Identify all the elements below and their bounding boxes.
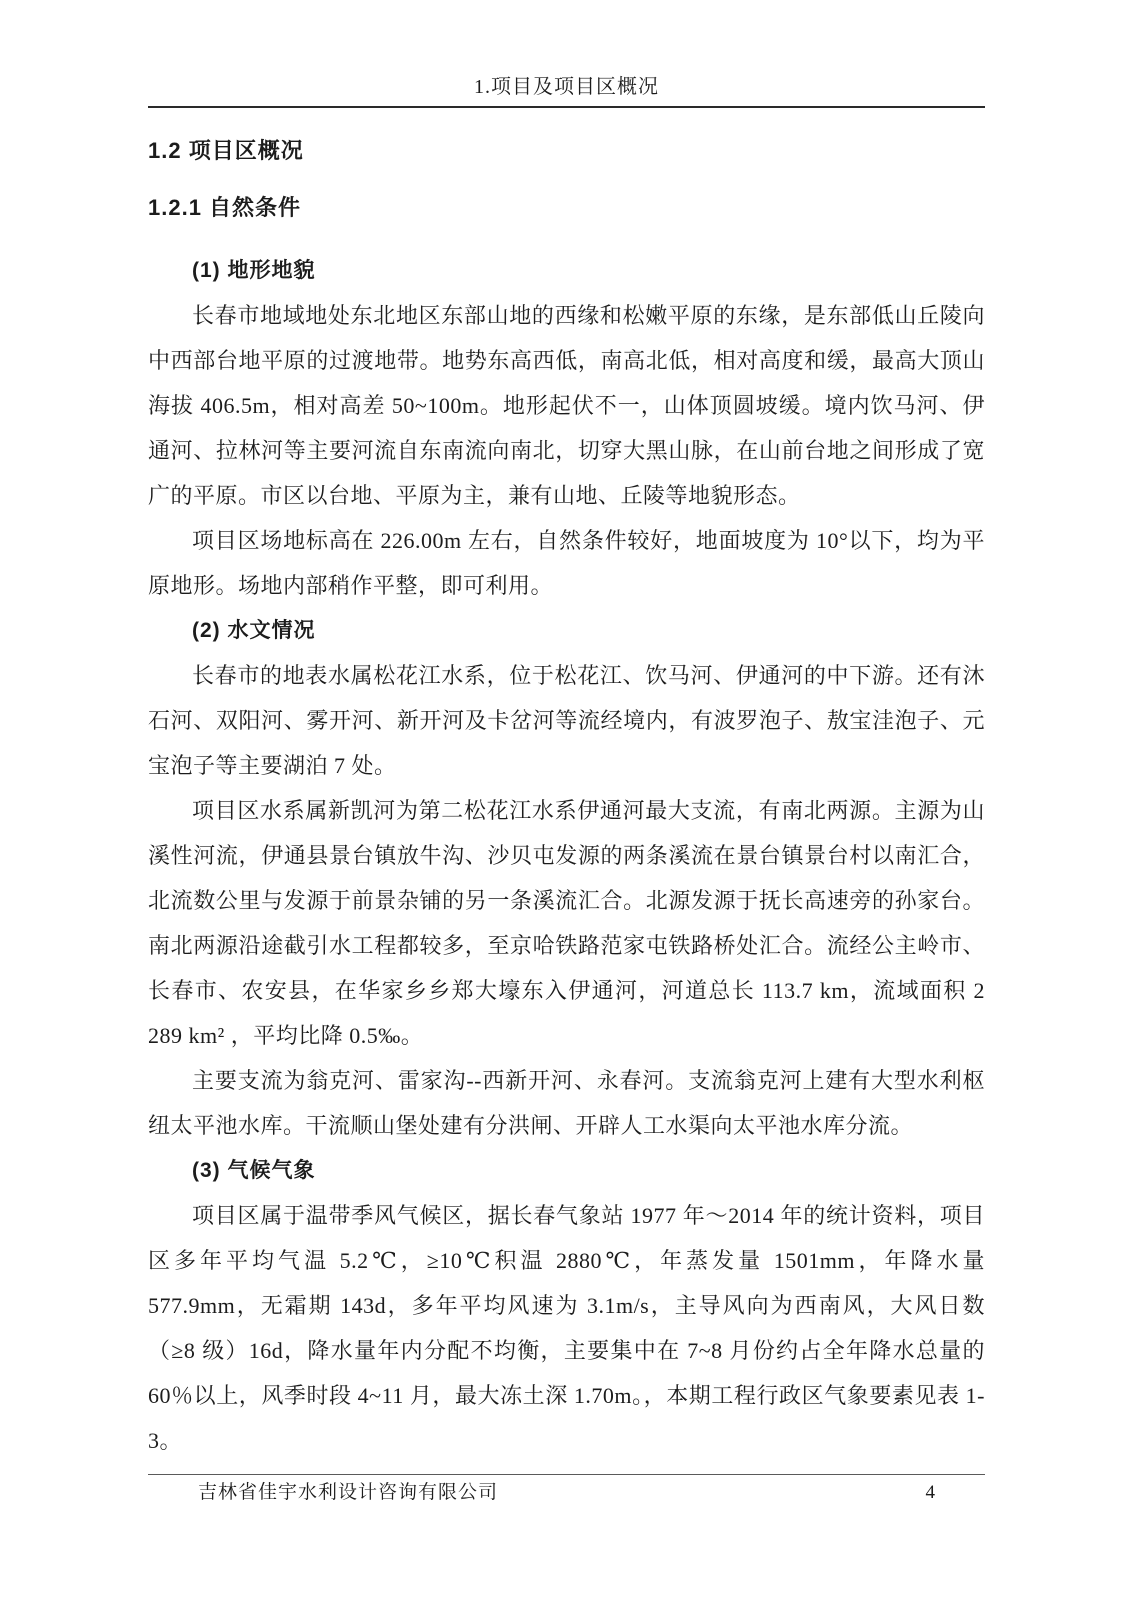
footer-page-number: 4 xyxy=(925,1482,935,1503)
paragraph: 长春市地域地处东北地区东部山地的西缘和松嫩平原的东缘，是东部低山丘陵向中西部台地平原的过渡地带。地势东高西低，南高北低，相对高度和缓，最高大顶山海拔 406.5m，相对高差 50~100m。地形起伏不一，山体顶圆坡缓。境内饮马河、伊通河、拉林河等主要河流自东南流向南北，切穿大黑山脉，在山前台地之间形成了宽广的平原。市区以台地、平原为主，兼有山地、丘陵等地貌形态。 xyxy=(148,303,985,508)
paragraph: 长春市的地表水属松花江水系，位于松花江、饮马河、伊通河的中下游。还有沐石河、双阳河、雾开河、新开河及卡岔河等流经境内，有波罗泡子、敖宝洼泡子、元宝泡子等主要湖泊 7 处。 xyxy=(148,663,985,778)
page-footer xyxy=(148,1474,985,1504)
text-blocks xyxy=(148,248,985,1463)
paragraph: 项目区水系属新凯河为第二松花江水系伊通河最大支流，有南北两源。主源为山溪性河流，伊通县景台镇放牛沟、沙贝屯发源的两条溪流在景台镇景台村以南汇合，北流数公里与发源于前景杂铺的另一条溪流汇合。北源发源于抚长高速旁的孙家台。南北两源沿途截引水工程都较多，至京哈铁路范家屯铁路桥处汇合。流经公主岭市、长春市、农安县，在华家乡乡郑大壕东入伊通河，河道总长 113.7 km，流域面积 2 289 km² ，平均比降 0.5‰。 xyxy=(148,798,985,1048)
paragraph: 项目区属于温带季风气候区，据长春气象站 1977 年～2014 年的统计资料，项目区多年平均气温 5.2℃，≥10℃积温 2880℃，年蒸发量 1501mm，年降水量 577.9mm，无霜期 143d，多年平均风速为 3.1m/s，主导风向为西南风，大风日数（≥8 级）16d，降水量年内分配不均衡，主要集中在 7~8 月份约占全年降水总量的 60％以上，风季时段 4~11 月，最大冻土深 1.70m。，本期工程行政区气象要素见表 1-3。 xyxy=(148,1203,985,1453)
item-heading-terrain: (1) 地形地貌 xyxy=(192,259,316,282)
header-title: 1.项目及项目区概况 xyxy=(474,76,659,98)
item-heading-climate: (3) 气候气象 xyxy=(192,1159,316,1182)
paragraph: 主要支流为翁克河、雷家沟--西新开河、永春河。支流翁克河上建有大型水利枢纽太平池水库。干流顺山堡处建有分洪闸、开辟人工水渠向太平池水库分流。 xyxy=(148,1068,985,1138)
section-heading: 1.2 项目区概况 xyxy=(148,138,304,163)
item-heading-hydrology: (2) 水文情况 xyxy=(192,619,316,642)
document-body xyxy=(148,138,985,1463)
page-header xyxy=(148,76,985,108)
footer-company-name: 吉林省佳宇水利设计咨询有限公司 xyxy=(198,1482,499,1503)
paragraph: 项目区场地标高在 226.00m 左右，自然条件较好，地面坡度为 10°以下，均为平原地形。场地内部稍作平整，即可利用。 xyxy=(148,528,985,598)
subsection-heading: 1.2.1 自然条件 xyxy=(148,195,302,220)
